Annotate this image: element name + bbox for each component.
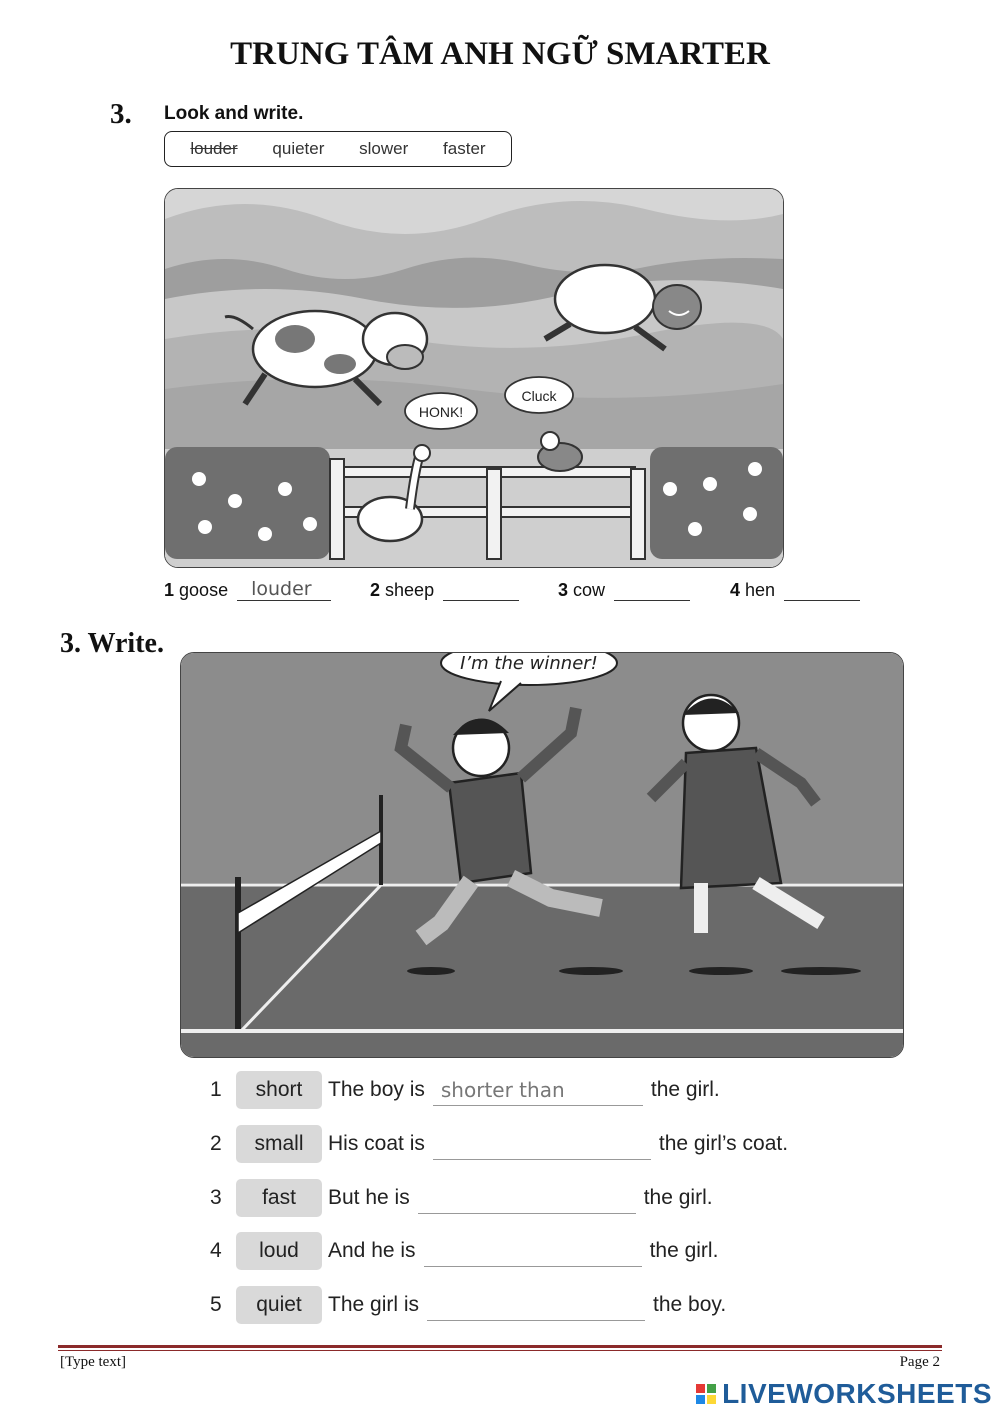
brand-name: LIVEWORKSHEETS (722, 1378, 992, 1409)
write-row (210, 1072, 720, 1108)
animal-label: sheep (385, 580, 435, 600)
sentence-end: the girl. (649, 1239, 719, 1262)
word-bank (164, 131, 512, 167)
animal-label: hen (745, 580, 776, 600)
exercise-instruction: Look and write. (164, 103, 304, 124)
winner-speech: I’m the winner! (460, 653, 598, 674)
sentence-start: The girl is (328, 1293, 420, 1316)
page-title: TRUNG TÂM ANH NGỮ SMARTER (230, 36, 770, 72)
sentence-start: And he is (328, 1239, 416, 1262)
answer-text (427, 1293, 435, 1317)
adjective-chip: small (236, 1125, 322, 1163)
adjective-chip: quiet (236, 1286, 322, 1324)
answer-text (424, 1239, 432, 1263)
answer-text (443, 578, 457, 600)
answer-item (164, 578, 331, 601)
footer-rule (58, 1345, 942, 1348)
answer-field[interactable] (427, 1290, 645, 1321)
answer-text: shorter than (440, 1077, 565, 1102)
answer-field[interactable] (433, 1129, 651, 1160)
item-number: 4 (730, 580, 741, 600)
sentence-end: the girl’s coat. (658, 1132, 789, 1155)
item-number: 5 (210, 1293, 222, 1316)
answer-item (730, 578, 860, 601)
item-number: 2 (370, 580, 381, 600)
answer-item (558, 578, 690, 601)
animal-label: goose (179, 580, 229, 600)
sentence-start: But he is (328, 1186, 410, 1209)
answer-item (370, 578, 519, 601)
race-illustration (180, 652, 904, 1058)
item-number: 3 (210, 1186, 222, 1209)
sentence-end: the girl. (650, 1078, 720, 1101)
adjective-chip: fast (236, 1179, 322, 1217)
adjective-chip: loud (236, 1232, 322, 1270)
write-row (210, 1180, 713, 1216)
write-row (210, 1233, 718, 1269)
write-row (210, 1287, 726, 1323)
write-row (210, 1126, 788, 1162)
answer-field[interactable] (614, 578, 690, 601)
farm-illustration (164, 188, 784, 568)
item-number: 4 (210, 1239, 222, 1262)
logo-icon (696, 1384, 716, 1404)
word-bank-item: quieter (272, 139, 325, 158)
sentence-end: the girl. (643, 1186, 713, 1209)
answer-text (614, 578, 628, 600)
exercise-title: 3. Write. (60, 628, 164, 659)
answer-field[interactable] (784, 578, 860, 601)
item-number: 2 (210, 1132, 222, 1155)
item-number: 3 (558, 580, 569, 600)
answer-field[interactable] (418, 1183, 636, 1214)
answer-text (433, 1132, 441, 1156)
goose-speech: HONK! (418, 404, 464, 420)
answer-field[interactable] (237, 578, 331, 601)
footer-rule-thin (58, 1350, 942, 1351)
page-number: Page 2 (899, 1354, 940, 1370)
word-bank-item: faster (443, 139, 486, 158)
adjective-chip: short (236, 1071, 322, 1109)
item-number: 1 (210, 1078, 222, 1101)
answer-field[interactable] (433, 1075, 643, 1106)
word-bank-item: slower (359, 139, 409, 158)
answer-field[interactable] (443, 578, 519, 601)
animal-label: cow (573, 580, 606, 600)
answer-text (784, 578, 798, 600)
hen-speech: Cluck (521, 388, 557, 404)
item-number: 1 (164, 580, 175, 600)
sentence-start: The boy is (328, 1078, 425, 1101)
sentence-start: His coat is (328, 1132, 425, 1155)
exercise-number: 3. (110, 98, 132, 130)
answer-text: louder (251, 578, 312, 600)
word-bank-item: louder (190, 139, 238, 158)
footer-left-text: [Type text] (60, 1354, 127, 1370)
sentence-end: the boy. (653, 1293, 727, 1316)
answer-field[interactable] (424, 1236, 642, 1267)
liveworksheets-logo[interactable] (696, 1378, 992, 1410)
answer-text (418, 1186, 426, 1210)
